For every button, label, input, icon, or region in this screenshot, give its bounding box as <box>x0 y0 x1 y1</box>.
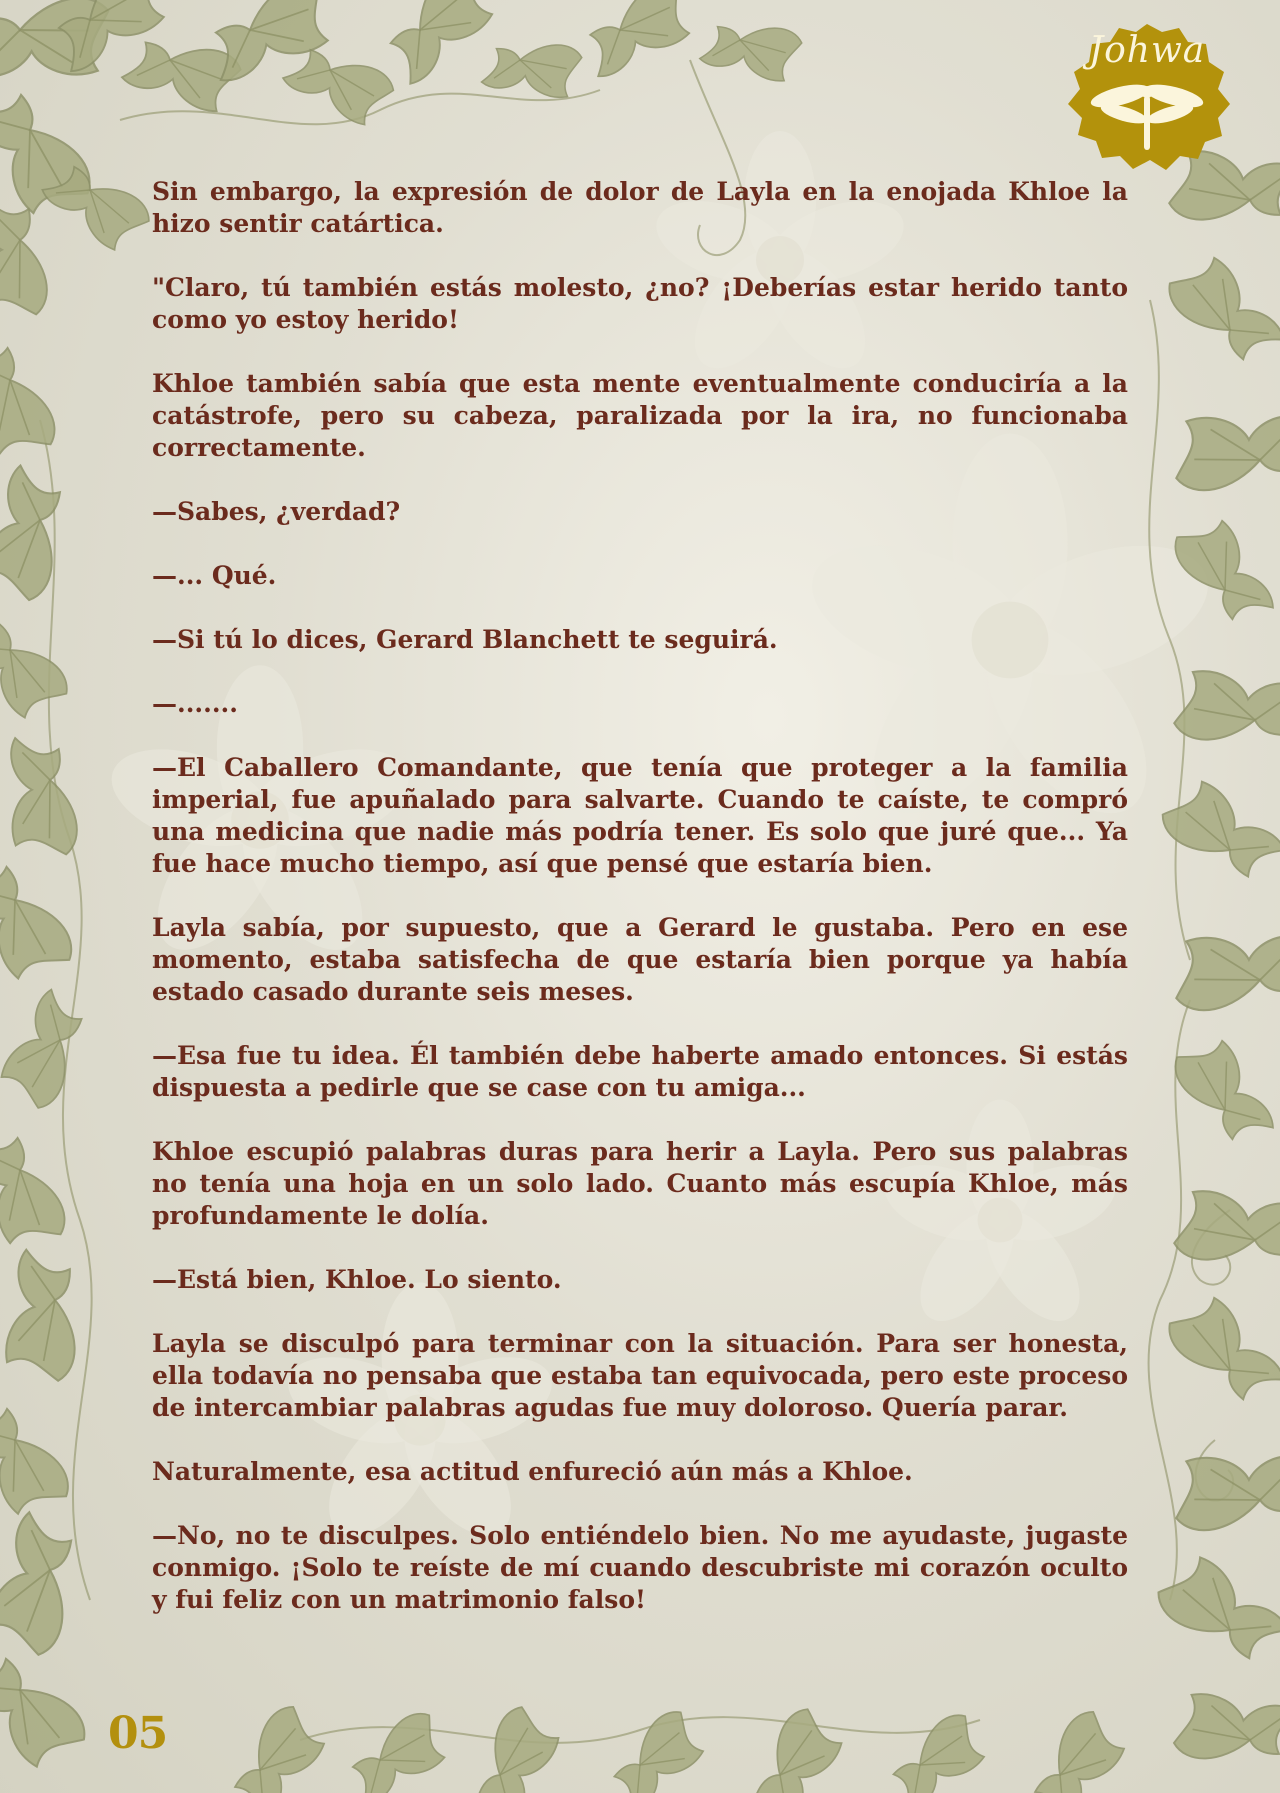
paragraph: —Sabes, ¿verdad? <box>152 497 401 526</box>
paragraph: Layla sabía, por supuesto, que a Gerard le gustaba. Pero en ese momento, estaba satisfecha de que estaría bien porque ya había estado casado durante seis meses. <box>152 913 1128 1006</box>
page-number: 05 <box>108 1708 168 1759</box>
paragraph: —No, no te disculpes. Solo entiéndelo bien. No me ayudaste, jugaste conmigo. ¡Solo te reíste de mí cuando descubriste mi corazón oculto y fui feliz con un matrimonio falso! <box>152 1521 1128 1614</box>
paragraph: Naturalmente, esa actitud enfureció aún más a Khloe. <box>152 1457 913 1486</box>
paragraph: Khloe escupió palabras duras para herir a Layla. Pero sus palabras no tenía una hoja en un solo lado. Cuanto más escupía Khloe, más profundamente le dolía. <box>152 1137 1128 1230</box>
paragraph: "Claro, tú también estás molesto, ¿no? ¡Deberías estar herido tanto como yo estoy herido! <box>152 273 1128 334</box>
johwa-logo <box>1058 22 1236 172</box>
paragraph: —Está bien, Khloe. Lo siento. <box>152 1265 562 1294</box>
paragraph: —Esa fue tu idea. Él también debe haberte amado entonces. Si estás dispuesta a pedirle que se case con tu amiga... <box>152 1041 1128 1102</box>
paragraph: —....... <box>152 689 238 718</box>
paragraph: Layla se disculpó para terminar con la situación. Para ser honesta, ella todavía no pensaba que estaba tan equivocada, pero este proceso de intercambiar palabras agudas fue muy doloroso. Quería parar. <box>152 1329 1128 1422</box>
story-text <box>152 176 1128 1648</box>
logo-text: Johwa <box>1088 30 1206 71</box>
paragraph: —El Caballero Comandante, que tenía que proteger a la familia imperial, fue apuñalado para salvarte. Cuando te caíste, te compró una medicina que nadie más podría tener. Es solo que juré que... Ya fue hace mucho tiempo, así que pensé que estaría bien. <box>152 753 1128 878</box>
paragraph: Sin embargo, la expresión de dolor de Layla en la enojada Khloe la hizo sentir catártica. <box>152 177 1128 238</box>
paragraph: Khloe también sabía que esta mente eventualmente conduciría a la catástrofe, pero su cabeza, paralizada por la ira, no funcionaba correctamente. <box>152 369 1128 462</box>
paragraph: —... Qué. <box>152 561 277 590</box>
paragraph: —Si tú lo dices, Gerard Blanchett te seguirá. <box>152 625 778 654</box>
